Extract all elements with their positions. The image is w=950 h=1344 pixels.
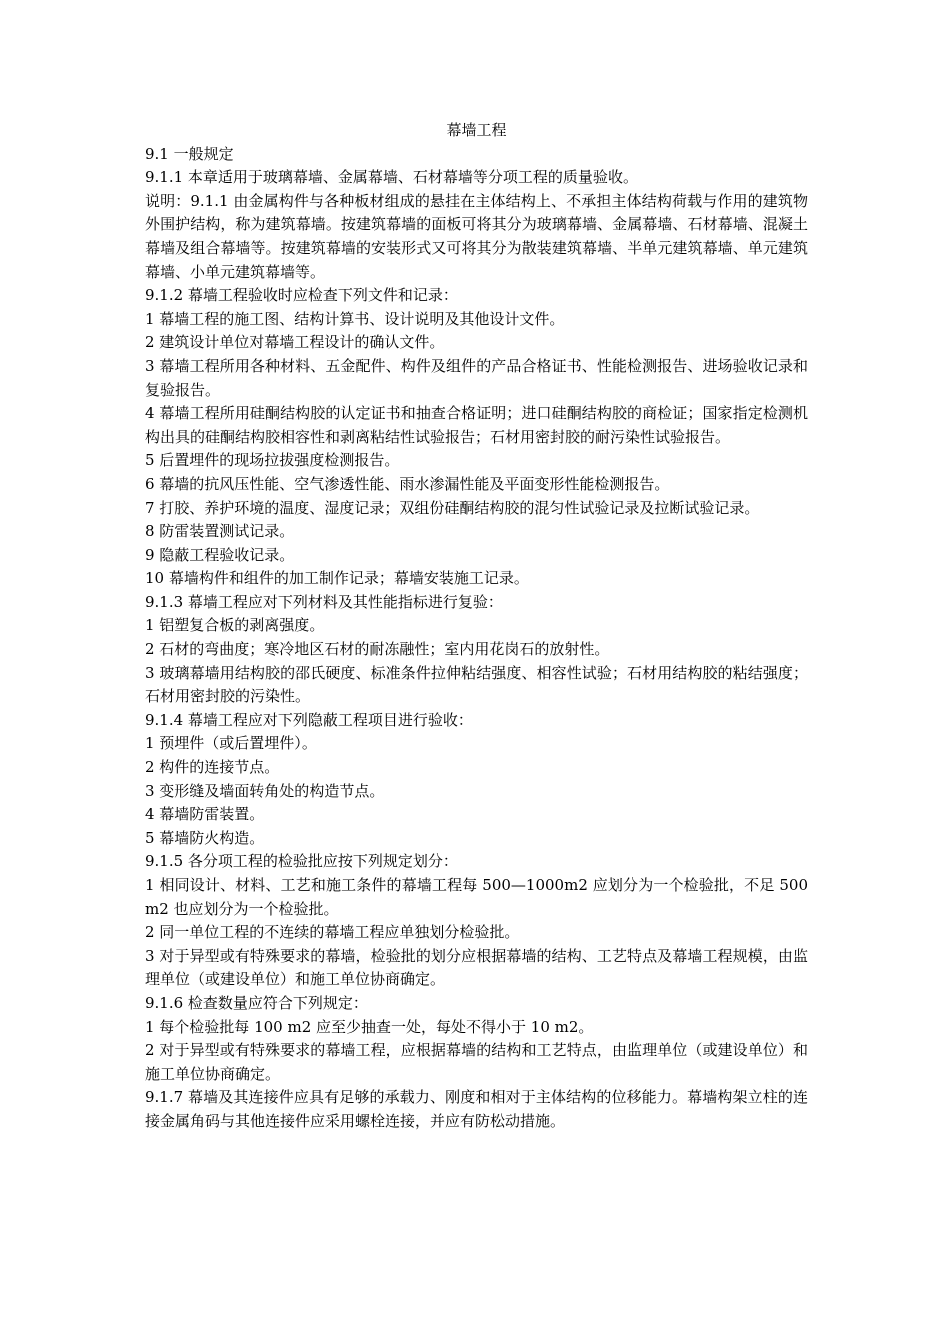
paragraph: 9 隐蔽工程验收记录。 [145, 545, 295, 564]
paragraph: 9.1.2 幕墙工程验收时应检查下列文件和记录： [145, 286, 458, 305]
paragraph: 2 同一单位工程的不连续的幕墙工程应单独划分检验批。 [145, 923, 520, 942]
paragraph: 1 预埋件（或后置埋件）。 [145, 734, 317, 753]
paragraph: 5 幕墙防火构造。 [145, 828, 265, 847]
paragraph: 3 变形缝及墙面转角处的构造节点。 [145, 781, 385, 800]
paragraph: 3 幕墙工程所用各种材料、五金配件、构件及组件的产品合格证书、性能检测报告、进场验收记录和复验报告。 [145, 356, 808, 399]
paragraph: 说明：9.1.1 由金属构件与各种板材组成的悬挂在主体结构上、不承担主体结构荷载与作用的建筑物外围护结构，称为建筑幕墙。按建筑幕墙的面板可将其分为玻璃幕墙、金属幕墙、石材幕墙、混凝土幕墙及组合幕墙等。按建筑幕墙的安装形式又可将其分为散装建筑幕墙、半单元建筑幕墙、单元建筑幕墙、小单元建筑幕墙等。 [145, 191, 808, 281]
paragraph: 1 相同设计、材料、工艺和施工条件的幕墙工程每 500—1000m2 应划分为一个检验批，不足 500 m2 也应划分为一个检验批。 [145, 876, 808, 918]
page-title: 幕墙工程 [446, 121, 507, 139]
paragraph: 2 对于异型或有特殊要求的幕墙工程，应根据幕墙的结构和工艺特点，由监理单位（或建设单位）和施工单位协商确定。 [145, 1041, 808, 1083]
paragraph: 1 每个检验批每 100 m2 应至少抽查一处，每处不得小于 10 m2。 [145, 1017, 594, 1036]
paragraph: 9.1.7 幕墙及其连接件应具有足够的承载力、刚度和相对于主体结构的位移能力。幕墙构架立柱的连接金属角码与其他连接件应采用螺栓连接，并应有防松动措施。 [145, 1088, 808, 1130]
paragraph: 9.1 一般规定 [145, 144, 234, 163]
paragraph: 2 石材的弯曲度；寒冷地区石材的耐冻融性；室内用花岗石的放射性。 [145, 640, 610, 659]
paragraph: 2 建筑设计单位对幕墙工程设计的确认文件。 [145, 333, 445, 352]
paragraph: 9.1.4 幕墙工程应对下列隐蔽工程项目进行验收： [145, 710, 473, 729]
paragraph: 10 幕墙构件和组件的加工制作记录；幕墙安装施工记录。 [145, 569, 529, 588]
paragraph: 5 后置埋件的现场拉拔强度检测报告。 [145, 451, 400, 470]
paragraph: 9.1.6 检查数量应符合下列规定： [145, 993, 368, 1012]
paragraph: 2 构件的连接节点。 [145, 758, 280, 777]
document-body [145, 143, 808, 1134]
paragraph: 3 对于异型或有特殊要求的幕墙，检验批的划分应根据幕墙的结构、工艺特点及幕墙工程规模，由监理单位（或建设单位）和施工单位协商确定。 [145, 946, 808, 989]
paragraph: 6 幕墙的抗风压性能、空气渗透性能、雨水渗漏性能及平面变形性能检测报告。 [145, 474, 670, 493]
paragraph: 1 幕墙工程的施工图、结构计算书、设计说明及其他设计文件。 [145, 309, 565, 328]
paragraph: 4 幕墙防雷装置。 [145, 805, 265, 824]
paragraph: 9.1.5 各分项工程的检验批应按下列规定划分： [145, 852, 458, 871]
paragraph: 9.1.3 幕墙工程应对下列材料及其性能指标进行复验： [145, 592, 503, 611]
paragraph: 8 防雷装置测试记录。 [145, 522, 295, 541]
document-page [145, 119, 808, 1134]
paragraph: 4 幕墙工程所用硅酮结构胶的认定证书和抽查合格证明；进口硅酮结构胶的商检证；国家指定检测机构出具的硅酮结构胶相容性和剥离粘结性试验报告；石材用密封胶的耐污染性试验报告。 [145, 404, 808, 446]
paragraph: 9.1.1 本章适用于玻璃幕墙、金属幕墙、石材幕墙等分项工程的质量验收。 [145, 168, 638, 187]
paragraph: 3 玻璃幕墙用结构胶的邵氏硬度、标准条件拉伸粘结强度、相容性试验；石材用结构胶的粘结强度；石材用密封胶的污染性。 [145, 663, 808, 706]
paragraph: 7 打胶、养护环境的温度、湿度记录；双组份硅酮结构胶的混匀性试验记录及拉断试验记录。 [145, 498, 760, 517]
paragraph: 1 铝塑复合板的剥离强度。 [145, 616, 325, 635]
